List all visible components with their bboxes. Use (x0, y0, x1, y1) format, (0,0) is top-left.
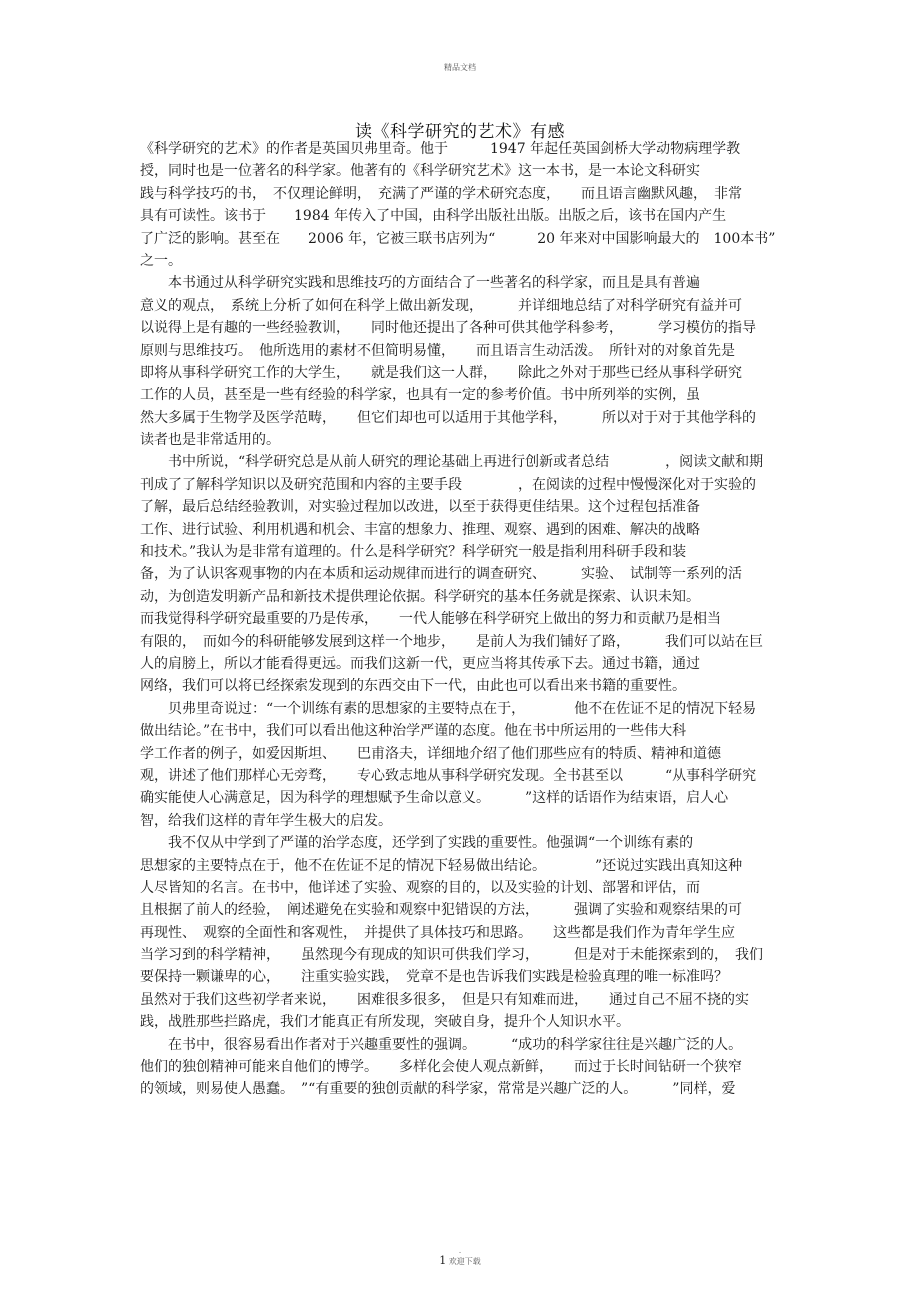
text-line: 了广泛的影响。甚至在 2006 年，它被三联书店列为“ 20 年来对中国影响最大的 100本书” (140, 230, 776, 247)
text-line: 人尽皆知的名言。在书中，他详述了实验、观察的目的，以及实验的计划、部署和评估，而 (140, 879, 700, 896)
text-line: 工作、进行试验、利用机遇和机会、丰富的想象力、推理、观察、遇到的困难、解决的战略 (140, 521, 700, 538)
page-header: 精品文档 (444, 63, 476, 72)
text-line: 践，战胜那些拦路虎，我们才能真正有所发现，突破自身，提升个人知识水平。 (140, 1014, 630, 1031)
footer-text: 欢迎下载 (448, 1257, 481, 1266)
text-line: 书中所说，“科学研究总是从前人研究的理论基础上再进行创新或者总结 ，阅读文献和期 (140, 454, 764, 471)
document-body (140, 138, 790, 1101)
text-line: 工作的人员，甚至是一些有经验的科学家，也具有一定的参考价值。书中所列举的实例，虽 (140, 387, 700, 404)
text-line: 确实能使人心满意足，因为科学的理想赋予生命以意义。 ”这样的话语作为结束语，启人心 (140, 790, 729, 807)
text-line: 网络，我们可以将已经探索发现到的东西交由下一代，由此也可以看出来书籍的重要性。 (140, 678, 686, 695)
text-line: 做出结论。”在书中，我们可以看出他这种治学严谨的态度。他在书中所运用的一些伟大科 (140, 723, 687, 740)
text-line: 之一。 (140, 252, 182, 269)
text-line: 原则与思维技巧。 他所选用的素材不但简明易懂， 而且语言生动活泼。 所针对的对象首先是 (140, 342, 735, 359)
footer-dot: . (458, 1246, 462, 1255)
text-line: 以说得上是有趣的一些经验教训， 同时他还提出了各种可供其他学科参考， 学习模仿的指导 (140, 320, 756, 337)
text-line: 践与科学技巧的书， 不仅理论鲜明， 充满了严谨的学术研究态度， 而且语言幽默风趣， 非常 (140, 185, 742, 202)
document-title: 读《科学研究的艺术》有感 (355, 122, 565, 142)
text-line: 贝弗里奇说过：“一个训练有素的思想家的主要特点在于， 他不在佐证不足的情况下轻易 (140, 700, 757, 717)
text-line: 再现性、 观察的全面性和客观性， 并提供了具体技巧和思路。 这些都是我们作为青年学生应 (140, 924, 735, 941)
text-line: 授，同时也是一位著名的科学家。他著有的《科学研究艺术》这一本书，是一本论文科研实 (140, 163, 700, 180)
text-line: 当学习到的科学精神， 虽然现今有现成的知识可供我们学习， 但是对于未能探索到的， 我们 (140, 947, 763, 964)
text-line: 观，讲述了他们那样心无旁骛， 专心致志地从事科学研究发现。全书甚至以 “从事科学研究 (140, 767, 757, 784)
page-footer (0, 1248, 920, 1267)
text-line: 即将从事科学研究工作的大学生， 就是我们这一人群， 除此之外对于那些已经从事科学研究 (140, 364, 742, 381)
text-line: 虽然对于我们这些初学者来说， 困难很多很多， 但是只有知难而进， 通过自己不屈不挠的实 (140, 991, 749, 1008)
text-line: 《科学研究的艺术》的作者是英国贝弗里奇。他于 1947 年起任英国剑桥大学动物病理学教 (140, 141, 741, 157)
text-line: 我不仅从中学到了严谨的治学态度，还学到了实践的重要性。他强调“一个训练有素的 (140, 835, 694, 852)
text-line: 思想家的主要特点在于，他不在佐证不足的情况下轻易做出结论。 ”还说过实践出真知这种 (140, 857, 743, 874)
text-line: 有限的， 而如今的科研能够发展到这样一个地步， 是前人为我们铺好了路， 我们可以站在巨 (140, 633, 763, 650)
text-line: 智，给我们这样的青年学生极大的启发。 (140, 812, 392, 829)
text-line: 刊成了了解科学知识以及研究范围和内容的主要手段 ，在阅读的过程中慢慢深化对于实验的 (140, 476, 756, 493)
text-line: 然大多属于生物学及医学范畴， 但它们却也可以适用于其他学科， 所以对于对于其他学科的 (140, 409, 756, 426)
text-line: 的领域，则易使人愚蠢。 ”“有重要的独创贡献的科学家，常常是兴趣广泛的人。 ”同样，爱 (140, 1081, 736, 1098)
text-line: 学工作者的例子，如爱因斯坦、 巴甫洛夫，详细地介绍了他们那些应有的特质、精神和道德 (140, 745, 721, 762)
text-line: 人的肩膀上，所以才能看得更远。而我们这新一代，更应当将其传承下去。通过书籍，通过 (140, 655, 700, 672)
text-line: 动，为创造发明新产品和新技术提供理论依据。科学研究的基本任务就是探索、认识未知。 (140, 588, 700, 605)
text-line: 了解，最后总结经验教训，对实验过程加以改进，以至于获得更佳结果。这个过程包括准备 (140, 499, 700, 516)
text-line: 而我觉得科学研究最重要的乃是传承， 一代人能够在科学研究上做出的努力和贡献乃是相当 (140, 611, 721, 628)
text-line: 读者也是非常适用的。 (140, 432, 280, 449)
text-line: 具有可读性。该书于 1984 年传入了中国，由科学出版社出版。出版之后，该书在国内产生 (140, 208, 727, 225)
text-line: 他们的独创精神可能来自他们的博学。 多样化会使人观点新鲜， 而过于长时间钻研一个狭窄 (140, 1059, 742, 1076)
text-line: 在书中，很容易看出作者对于兴趣重要性的强调。 “成功的科学家往往是兴趣广泛的人。 (140, 1036, 743, 1053)
text-line: 备，为了认识客观事物的内在本质和运动规律而进行的调查研究、 实验、 试制等一系列的活 (140, 566, 742, 583)
text-line: 本书通过从科学研究实践和思维技巧的方面结合了一些著名的科学家，而且是具有普遍 (140, 275, 700, 292)
page-number: 1 (439, 1254, 447, 1267)
text-line: 要保持一颗谦卑的心， 注重实验实践， 党章不是也告诉我们实践是检验真理的唯一标准吗？ (140, 969, 728, 986)
text-line: 意义的观点， 系统上分析了如何在科学上做出新发现， 并详细地总结了对科学研究有益并可 (140, 297, 742, 314)
text-line: 且根据了前人的经验， 阐述避免在实验和观察中犯错误的方法， 强调了实验和观察结果的可 (140, 902, 742, 919)
text-line: 和技术。”我认为是非常有道理的。什么是科学研究？科学研究一般是指利用科研手段和装 (140, 544, 687, 561)
